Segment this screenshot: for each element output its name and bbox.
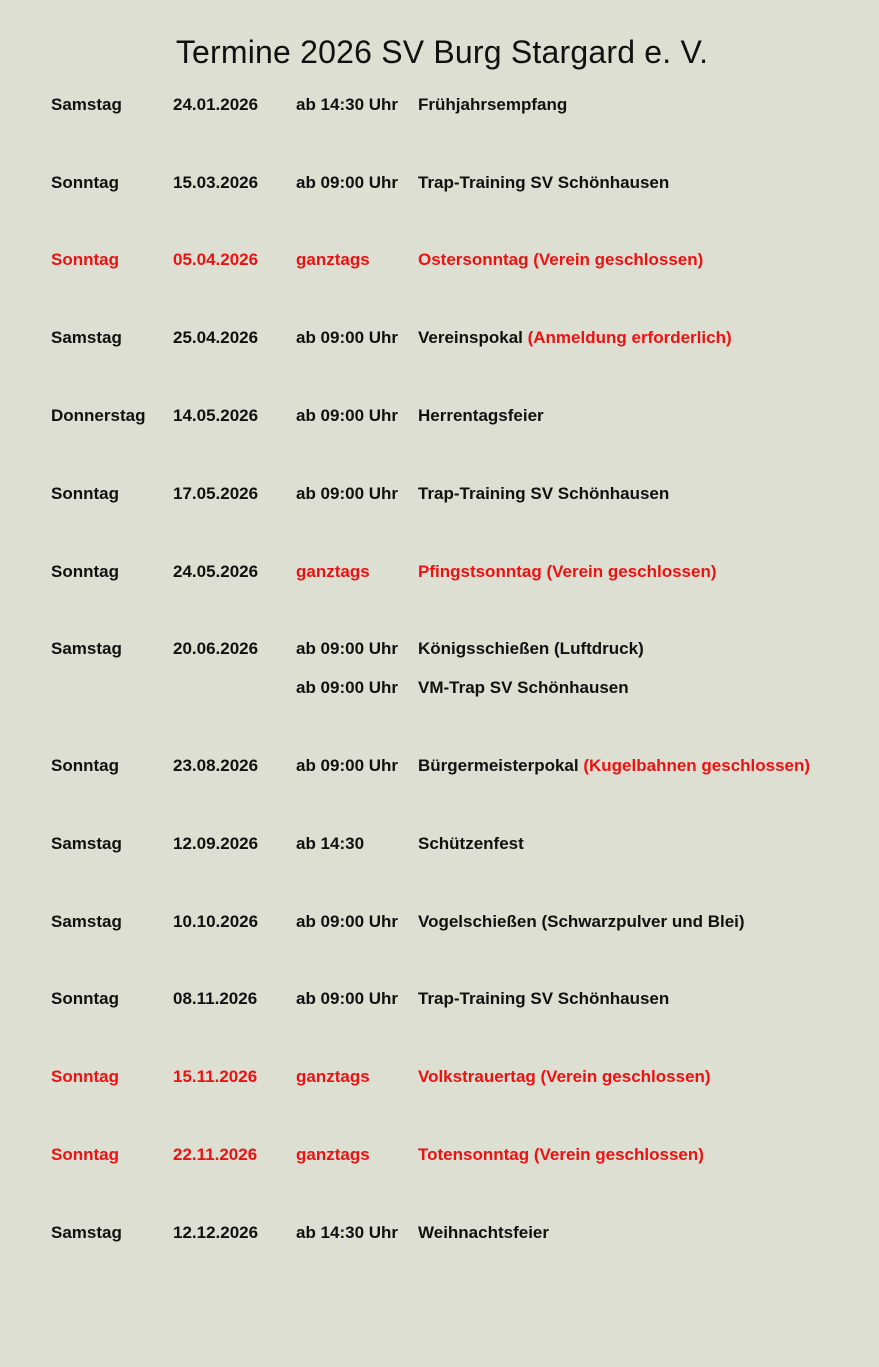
- event-title: Volkstrauertag (Verein geschlossen): [418, 1067, 711, 1086]
- event-time: ab 09:00 Uhr: [296, 912, 399, 931]
- event-title: Vogelschießen (Schwarzpulver und Blei): [418, 912, 745, 931]
- event-day: Sonntag: [51, 173, 119, 192]
- event-title: Vereinspokal: [418, 328, 523, 347]
- event-title: Weihnachtsfeier: [418, 1223, 550, 1242]
- event-day: Samstag: [51, 912, 122, 931]
- event-row: [0, 171, 879, 195]
- event-time: ab 14:30: [296, 834, 365, 853]
- event-day: Sonntag: [51, 1067, 119, 1086]
- event-row: [0, 910, 879, 934]
- event-description: [418, 326, 732, 350]
- event-row: [0, 637, 879, 661]
- event-title: Trap-Training SV Schönhausen: [418, 173, 670, 192]
- event-date: 12.12.2026: [173, 1223, 259, 1242]
- event-day: Sonntag: [51, 484, 119, 503]
- event-time: ganztags: [296, 1145, 370, 1164]
- event-title: Trap-Training SV Schönhausen: [418, 484, 670, 503]
- event-row: [0, 832, 879, 856]
- event-row: [0, 754, 879, 778]
- page-title: Termine 2026 SV Burg Stargard e. V.: [175, 34, 709, 70]
- event-date: 22.11.2026: [173, 1145, 258, 1164]
- event-time: ab 09:00 Uhr: [296, 756, 399, 775]
- event-time: ab 09:00 Uhr: [296, 678, 399, 697]
- event-date: 20.06.2026: [173, 639, 259, 658]
- event-row: [0, 1221, 879, 1245]
- event-time: ab 14:30 Uhr: [296, 95, 399, 114]
- event-date: 25.04.2026: [173, 328, 259, 347]
- event-row: [0, 676, 879, 700]
- event-row: [0, 1143, 879, 1167]
- event-title: Trap-Training SV Schönhausen: [418, 989, 670, 1008]
- event-day: Sonntag: [51, 562, 119, 581]
- event-time: ab 09:00 Uhr: [296, 406, 399, 425]
- event-note: (Kugelbahnen geschlossen): [578, 756, 811, 775]
- event-title: Totensonntag (Verein geschlossen): [418, 1145, 704, 1164]
- event-time: ganztags: [296, 1067, 370, 1086]
- event-description: [418, 1065, 711, 1089]
- event-date: 24.01.2026: [173, 95, 259, 114]
- event-row: [0, 482, 879, 506]
- event-description: [418, 482, 669, 506]
- event-day: Sonntag: [51, 250, 119, 269]
- event-date: 12.09.2026: [173, 834, 259, 853]
- event-time: ab 09:00 Uhr: [296, 173, 399, 192]
- event-day: Sonntag: [51, 756, 119, 775]
- event-day: Samstag: [51, 1223, 122, 1242]
- event-row: [0, 560, 879, 584]
- event-day: Samstag: [51, 95, 122, 114]
- event-title: VM-Trap SV Schönhausen: [418, 678, 629, 697]
- event-row: [0, 404, 879, 428]
- event-time: ab 09:00 Uhr: [296, 484, 399, 503]
- event-description: [418, 754, 810, 778]
- event-description: [418, 676, 629, 700]
- event-description: [418, 637, 644, 661]
- event-date: 14.05.2026: [173, 406, 259, 425]
- event-time: ab 09:00 Uhr: [296, 639, 399, 658]
- event-description: [418, 248, 703, 272]
- event-description: [418, 560, 717, 584]
- event-description: [418, 404, 544, 428]
- event-row: [0, 248, 879, 272]
- event-date: 23.08.2026: [173, 756, 259, 775]
- event-date: 15.03.2026: [173, 173, 259, 192]
- event-title: Pfingstsonntag (Verein geschlossen): [418, 562, 717, 581]
- event-time: ab 09:00 Uhr: [296, 989, 399, 1008]
- event-description: [418, 93, 567, 117]
- event-description: [418, 1143, 704, 1167]
- event-description: [418, 910, 745, 934]
- event-date: 17.05.2026: [173, 484, 259, 503]
- event-date: 05.04.2026: [173, 250, 259, 269]
- event-date: 10.10.2026: [173, 912, 259, 931]
- event-day: Sonntag: [51, 1145, 119, 1164]
- event-day: Samstag: [51, 639, 122, 658]
- event-description: [418, 1221, 549, 1245]
- event-description: [418, 171, 669, 195]
- event-row: [0, 1065, 879, 1089]
- event-time: ab 14:30 Uhr: [296, 1223, 399, 1242]
- event-title: Schützenfest: [418, 834, 524, 853]
- event-day: Donnerstag: [51, 406, 146, 425]
- event-note: (Anmeldung erforderlich): [522, 328, 732, 347]
- event-day: Samstag: [51, 328, 122, 347]
- event-description: [418, 987, 669, 1011]
- event-date: 08.11.2026: [173, 989, 258, 1008]
- event-time: ganztags: [296, 562, 370, 581]
- event-row: [0, 987, 879, 1011]
- event-time: ganztags: [296, 250, 370, 269]
- event-description: [418, 832, 524, 856]
- event-day: Samstag: [51, 834, 122, 853]
- event-date: 15.11.2026: [173, 1067, 258, 1086]
- event-row: [0, 93, 879, 117]
- event-time: ab 09:00 Uhr: [296, 328, 399, 347]
- event-title: Herrentagsfeier: [418, 406, 544, 425]
- event-title: Frühjahrsempfang: [418, 95, 568, 114]
- event-row: [0, 326, 879, 350]
- event-day: Sonntag: [51, 989, 119, 1008]
- event-title: Königsschießen (Luftdruck): [418, 639, 644, 658]
- event-date: 24.05.2026: [173, 562, 259, 581]
- event-title: Ostersonntag (Verein geschlossen): [418, 250, 704, 269]
- event-title: Bürgermeisterpokal: [418, 756, 579, 775]
